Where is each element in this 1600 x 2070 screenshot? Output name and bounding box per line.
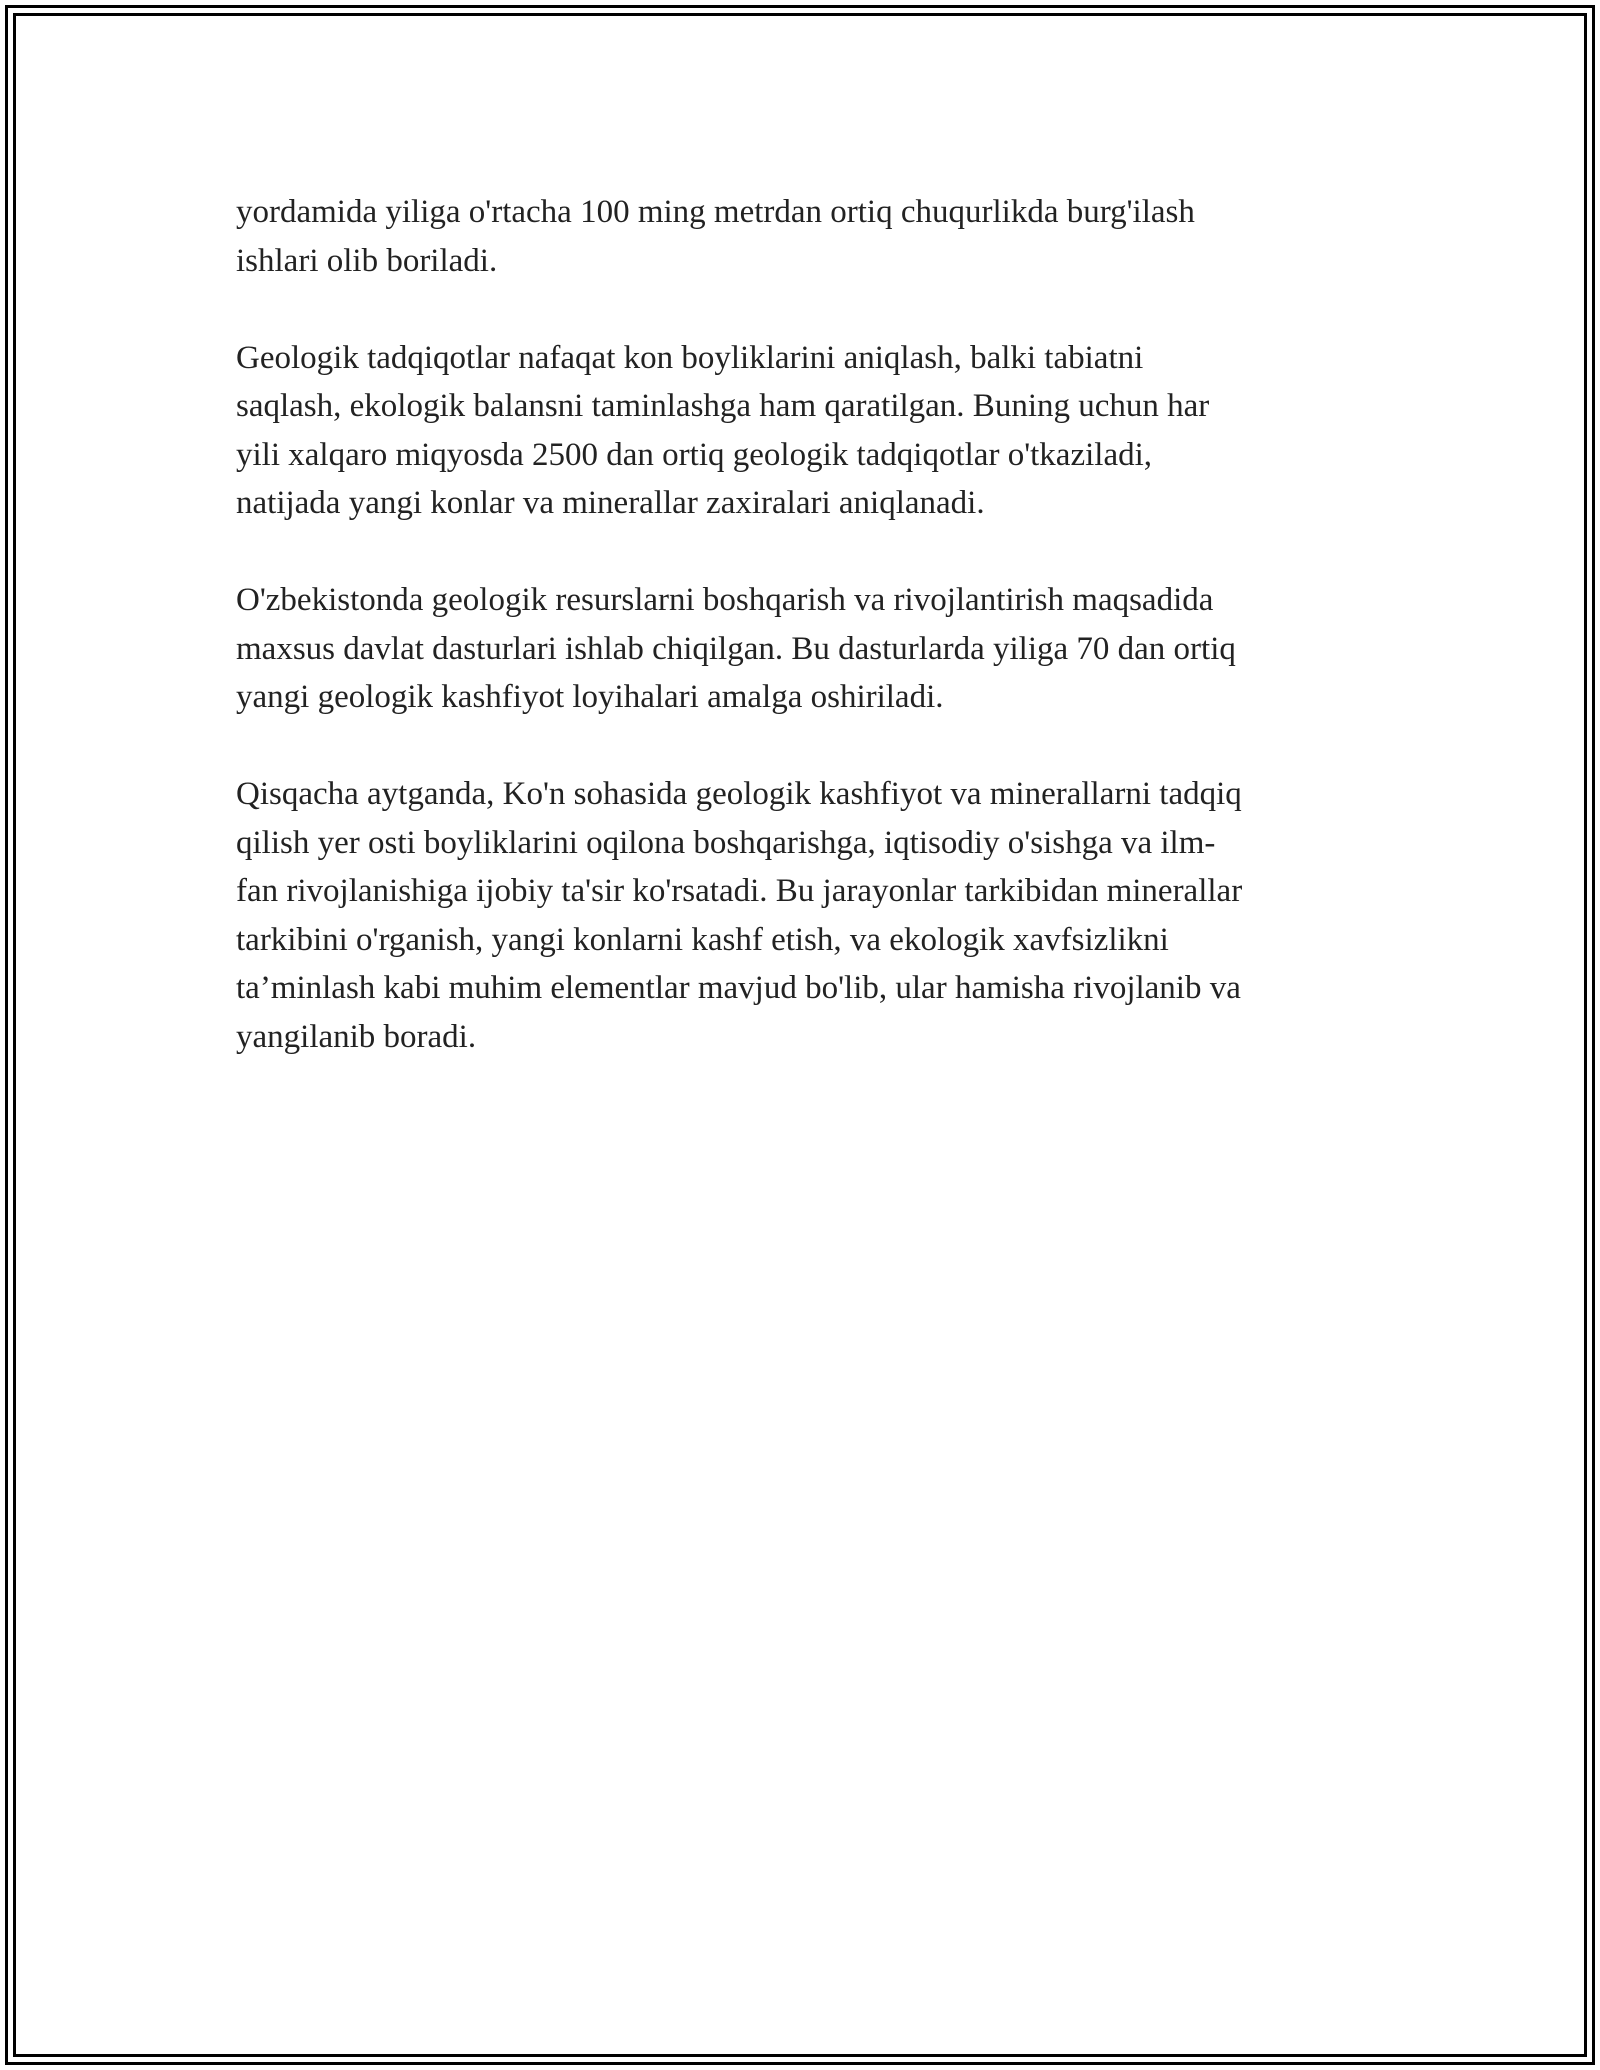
- text-line: natijada yangi konlar va minerallar zaxiralari aniqlanadi.: [236, 485, 985, 521]
- document-body: [236, 188, 1366, 1110]
- text-line: saqlash, ekologik balansni taminlashga ham qaratilgan. Buning uchun har: [236, 388, 1210, 424]
- paragraph-1: [236, 188, 1366, 285]
- text-line: yangi geologik kashfiyot loyihalari amalga oshiriladi.: [236, 679, 944, 715]
- paragraph-3: [236, 576, 1366, 722]
- text-line: maxsus davlat dasturlari ishlab chiqilgan. Bu dasturlarda yiliga 70 dan ortiq: [236, 630, 1236, 667]
- text-line: yordamida yiliga o'rtacha 100 ming metrdan ortiq chuqurlikda burg'ilash: [236, 194, 1195, 230]
- text-line: qilish yer osti boyliklarini oqilona boshqarishga, iqtisodiy o'sishga va ilm-: [236, 824, 1216, 861]
- text-line: O'zbekistonda geologik resurslarni boshqarish va rivojlantirish maqsadida: [236, 582, 1214, 618]
- text-line: ta’minlash kabi muhim elementlar mavjud bo'lib, ular hamisha rivojlanib va: [236, 970, 1241, 1006]
- text-line: yili xalqaro miqyosda 2500 dan ortiq geologik tadqiqotlar o'tkaziladi,: [236, 436, 1153, 473]
- text-line: yangilanib boradi.: [236, 1018, 477, 1055]
- text-line: Geologik tadqiqotlar nafaqat kon boyliklarini aniqlash, balki tabiatni: [236, 339, 1144, 376]
- text-line: tarkibini o'rganish, yangi konlarni kashf etish, va ekologik xavfsizlikni: [236, 921, 1169, 958]
- paragraph-4: [236, 770, 1366, 1061]
- paragraph-2: [236, 334, 1366, 528]
- text-line: fan rivojlanishiga ijobiy ta'sir ko'rsatadi. Bu jarayonlar tarkibidan minerallar: [236, 873, 1243, 909]
- text-line: ishlari olib boriladi.: [236, 242, 498, 279]
- text-line: Qisqacha aytganda, Ko'n sohasida geologik kashfiyot va minerallarni tadqiq: [236, 776, 1242, 812]
